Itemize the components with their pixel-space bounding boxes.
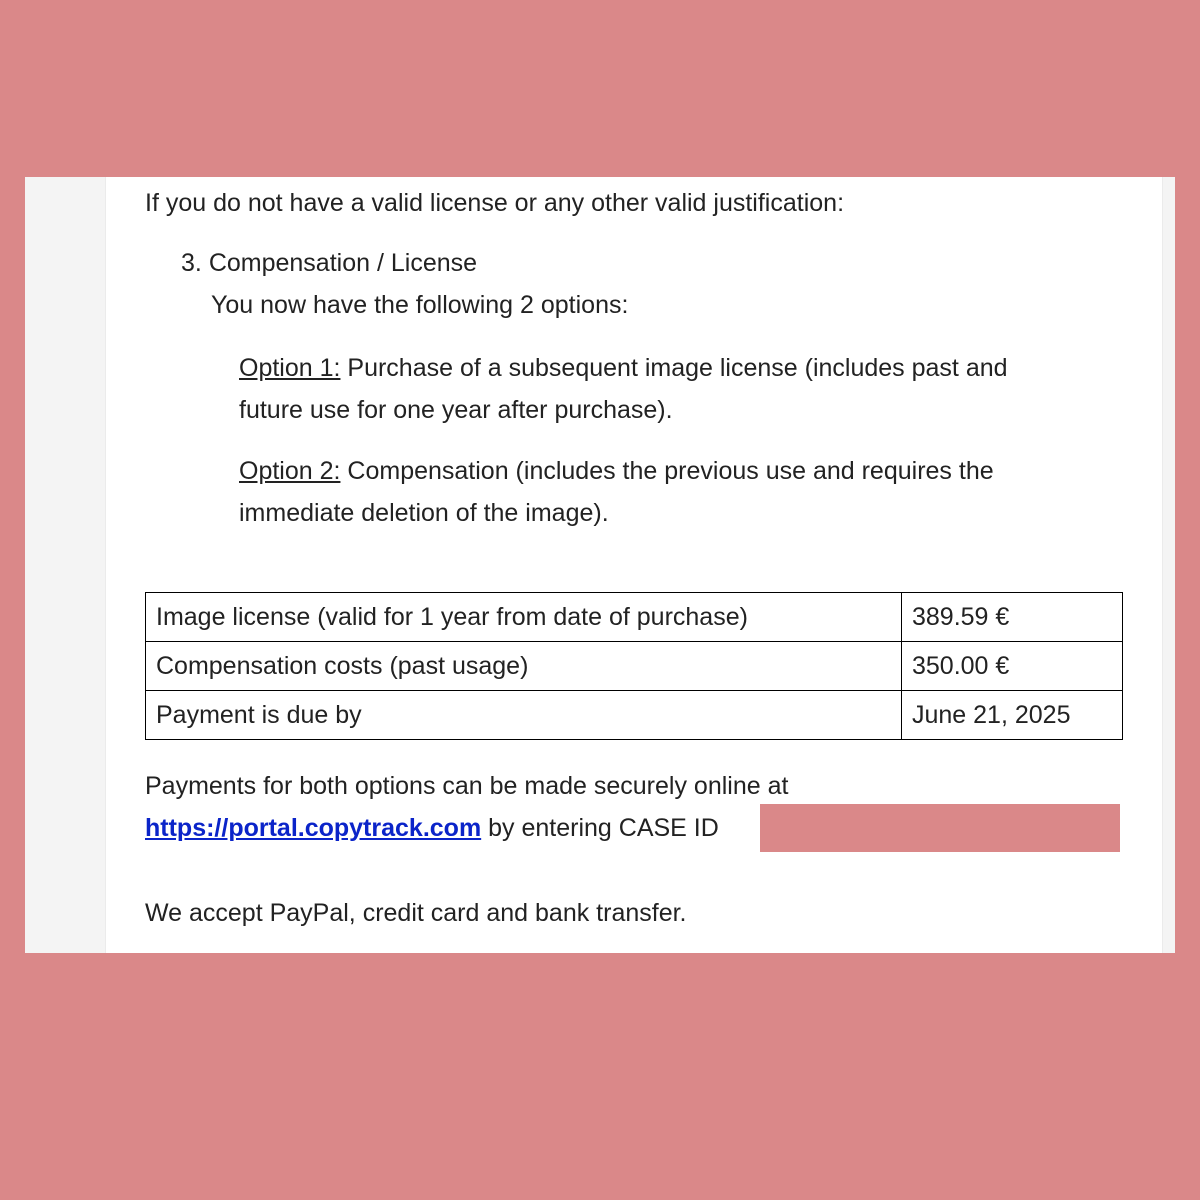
section-title: Compensation / License (208, 249, 478, 277)
table-cell-label: Image license (valid for 1 year from date of purchase) (146, 593, 902, 642)
option-1-line-1 (239, 347, 1008, 389)
option-1-label: Option 1: (239, 354, 341, 382)
option-2-label: Option 2: (239, 457, 341, 485)
table-row (146, 691, 1123, 740)
accept-text: We accept PayPal, credit card and bank transfer. (145, 899, 687, 927)
table-cell-label: Payment is due by (146, 691, 902, 740)
option-2-line-2: immediate deletion of the image). (239, 499, 609, 527)
table-cell-value: 389.59 € (902, 593, 1123, 642)
pricing-table (145, 592, 1123, 740)
table-cell-label: Compensation costs (past usage) (146, 642, 902, 691)
table-cell-value: 350.00 € (902, 642, 1123, 691)
section-number: 3. (181, 249, 202, 277)
email-body (25, 177, 1175, 953)
right-gutter (1162, 177, 1175, 953)
table-row (146, 593, 1123, 642)
table-row (146, 642, 1123, 691)
payment-text: Payments for both options can be made securely online at (145, 772, 789, 800)
section-heading (181, 242, 477, 284)
portal-link[interactable]: https://portal.copytrack.com (145, 814, 482, 842)
option-1-text: Purchase of a subsequent image license (includes past and (347, 354, 1008, 382)
section-subtitle: You now have the following 2 options: (211, 291, 629, 319)
option-2-text: Compensation (includes the previous use and requires the (347, 457, 994, 485)
redacted-case-id (760, 804, 1120, 852)
left-gutter (25, 177, 106, 953)
payment-link-line (145, 807, 719, 849)
intro-text: If you do not have a valid license or any other valid justification: (145, 189, 845, 217)
case-id-text: by entering CASE ID (488, 814, 719, 842)
option-1-line-2: future use for one year after purchase). (239, 396, 673, 424)
option-2-line-1 (239, 450, 994, 492)
table-cell-value: June 21, 2025 (902, 691, 1123, 740)
